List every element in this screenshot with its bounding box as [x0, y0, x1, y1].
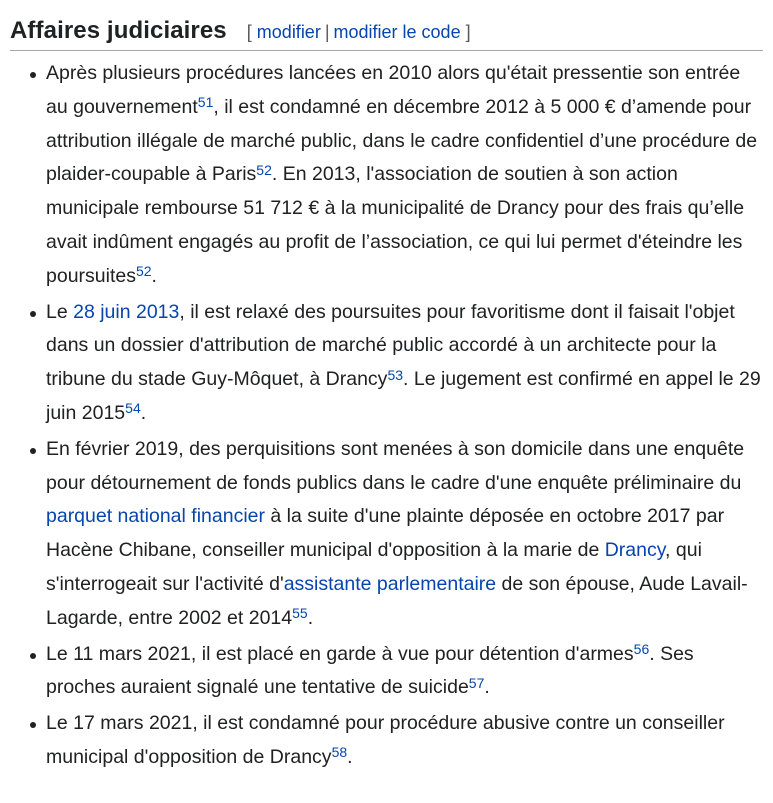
reference-note — [292, 605, 308, 621]
parliamentary-assistant-link[interactable]: assistante parlementaire — [283, 572, 497, 595]
affairs-list — [10, 57, 763, 775]
item-text: Après plusieurs procédures lancées en 2010 alors qu'était pressentie son entrée au gouvernement — [46, 62, 741, 118]
edit-link[interactable]: modifier — [256, 22, 321, 42]
item-text: , il est condamné en décembre 2012 à 5 000 € d’amende pour attribution illégale de marché public, dans le cadre confidentiel d’une procédure de plaider-coupable à Paris — [46, 95, 758, 186]
reference-note — [387, 367, 403, 383]
edit-separator: | — [324, 22, 330, 42]
item-text: Le 11 mars 2021, il est placé en garde à vue pour détention d'armes — [46, 642, 634, 665]
reference-link[interactable]: 56 — [633, 641, 650, 658]
reference-link[interactable]: 52 — [256, 161, 272, 178]
item-text: . — [151, 264, 157, 287]
item-text: . — [307, 606, 314, 629]
item-text: , il est relaxé des poursuites pour favoritisme dont il faisait l'objet dans un dossier d'attribution de marché public accordé à un architecte pour la tribune du stade Guy-Môquet, à Drancy — [46, 300, 735, 391]
drancy-link[interactable]: Drancy — [604, 539, 666, 562]
item-text: . Le jugement est confirmé en appel le 29 juin 2015 — [46, 368, 761, 424]
bullet-icon — [30, 72, 36, 78]
reference-link[interactable]: 57 — [468, 674, 485, 691]
item-text: . — [347, 745, 353, 768]
edit-section-links — [247, 22, 471, 43]
section-title: Affaires judiciaires — [10, 17, 227, 44]
reference-note — [332, 744, 348, 760]
list-item — [30, 638, 763, 706]
reference-note — [634, 641, 650, 657]
reference-note — [469, 675, 485, 691]
reference-link[interactable]: 53 — [387, 366, 404, 383]
reference-note — [256, 162, 272, 178]
reference-link[interactable]: 55 — [292, 605, 308, 622]
item-text: En février 2019, des perquisitions sont menées à son domicile dans une enquête pour détournement de fonds publics dans le cadre d'une enquête préliminaire du — [46, 437, 745, 494]
list-item — [30, 57, 763, 294]
item-text: Le — [46, 300, 74, 323]
pnf-link[interactable]: parquet national financier — [46, 505, 265, 528]
reference-link[interactable]: 58 — [331, 744, 348, 761]
reference-note — [136, 263, 152, 279]
bullet-icon — [30, 311, 36, 317]
item-text: , qui s'interrogeait sur l'activité d' — [46, 539, 702, 595]
item-text: à la suite d'une plainte déposée en octobre 2017 par Hacène Chibane, conseiller municipal d'opposition à la marie de — [46, 505, 725, 562]
list-item — [30, 707, 763, 775]
item-text: de son épouse, Aude Lavail-Lagarde, entre 2002 et 2014 — [46, 572, 748, 629]
section-header — [10, 16, 763, 51]
item-text: . — [484, 676, 490, 699]
item-text: . Ses proches auraient signalé une tentative de suicide — [46, 642, 694, 699]
item-text: . En 2013, l'association de soutien à son action municipale rembourse 51 712 € à la municipalité de Drancy pour des frais qu’elle avait indûment engagés au profit de l’association, ce qui lui permet d'éteindre les poursuites — [46, 163, 745, 287]
item-text: Le 17 mars 2021, il est condamné pour procédure abusive contre un conseiller municipal d'opposition de Drancy — [46, 712, 725, 768]
edit-source-link[interactable]: modifier le code — [333, 22, 461, 42]
reference-link[interactable]: 52 — [135, 263, 152, 280]
bullet-icon — [30, 653, 36, 659]
edit-close-bracket: ] — [465, 22, 471, 42]
reference-link[interactable]: 51 — [197, 94, 214, 111]
reference-note — [198, 94, 214, 110]
list-item — [30, 296, 763, 431]
list-item — [30, 433, 763, 636]
reference-note — [125, 400, 141, 416]
bullet-icon — [30, 448, 36, 454]
bullet-icon — [30, 722, 36, 728]
item-text: . — [140, 401, 147, 424]
edit-open-bracket: [ — [246, 22, 252, 42]
date-link[interactable]: 28 juin 2013 — [73, 300, 180, 323]
reference-link[interactable]: 54 — [125, 400, 141, 417]
